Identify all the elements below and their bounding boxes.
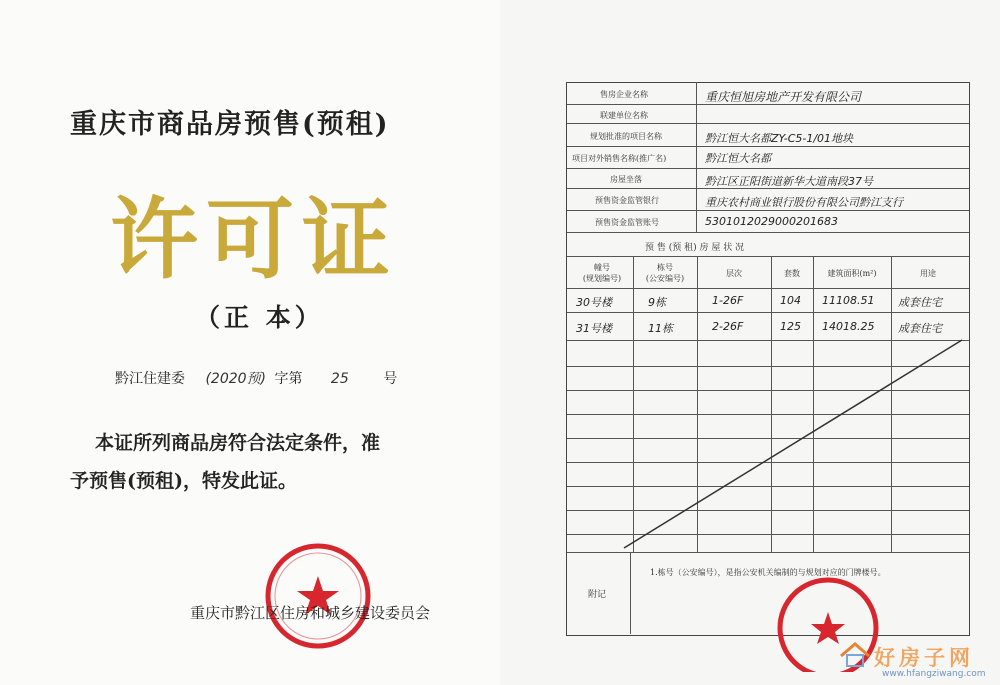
void-diagonal-line [500, 0, 1000, 685]
row-value-project: 黔江恒大名都ZY-C5-1/01地块 [705, 132, 854, 145]
certificate-number-line [115, 368, 397, 388]
row-label-bank: 预售资金监管银行 [595, 196, 659, 205]
note-text: 1.栋号（公安编号），是指公安机关编制的与规划对应的门牌楼号。 [650, 568, 886, 577]
certificate-body-line-2: 予预售(预租)，特发此证。 [70, 470, 297, 492]
certificate-body-line-1: 本证所列商品房符合法定条件，准 [95, 432, 381, 454]
section-title: 预 售 (预 租) 房 屋 状 况 [645, 243, 745, 253]
row-label-sales-name: 项目对外销售名称(推广名) [572, 154, 667, 163]
data-row2-building: 31号楼 [576, 322, 612, 335]
data-row2-floors: 2-26F [712, 320, 744, 333]
row-value-location: 黔江区正阳街道新华大道南段37号 [705, 175, 873, 188]
watermark-text: 好房子网 [874, 645, 974, 670]
data-row1-building: 30号楼 [576, 296, 612, 309]
col-header-floors: 层次 [726, 269, 742, 278]
house-logo-icon [838, 640, 872, 670]
number-suffix: 号 [383, 371, 398, 387]
issuing-authority: 重庆市黔江区住房和城乡建设委员会 [190, 604, 431, 622]
data-row1-floors: 1-26F [712, 294, 744, 307]
watermark-url: www.hfangziwang.com [882, 669, 986, 679]
row-label-co-builder: 联建单位名称 [600, 111, 648, 120]
data-row2-area: 14018.25 [822, 320, 875, 333]
col-header-area: 建筑面积(m²) [827, 269, 877, 278]
data-row2-use: 成套住宅 [898, 322, 942, 335]
row-value-bank: 重庆农村商业银行股份有限公司黔江支行 [705, 196, 903, 209]
row-label-account: 预售资金监管账号 [595, 218, 659, 227]
certificate-detail-page [500, 0, 1000, 685]
data-row1-use: 成套住宅 [898, 296, 942, 309]
col-header-police-no: 栋号 (公安编号) [645, 263, 685, 283]
official-seal-left [262, 540, 374, 652]
certificate-title: 重庆市商品房预售(预租) [70, 109, 390, 140]
data-row1-area: 11108.51 [822, 294, 875, 307]
row-label-seller: 售房企业名称 [600, 90, 648, 99]
certificate-big-title: 许可证 [110, 187, 399, 291]
row-value-account: 5301012029000201683 [705, 215, 838, 228]
data-row2-units: 125 [780, 320, 801, 333]
number-value: 25 [330, 371, 349, 387]
col-header-building: 幢号 (规划编号) [582, 263, 622, 283]
number-mid: 字第 [274, 371, 303, 387]
number-prefix: 黔江住建委 [115, 371, 185, 387]
row-value-seller: 重庆恒旭房地产开发有限公司 [705, 90, 862, 104]
col-header-units: 套数 [784, 269, 800, 278]
copy-type-label: （正 本） [195, 303, 324, 332]
row-label-location: 房屋坐落 [610, 175, 642, 184]
data-row1-units: 104 [780, 294, 801, 307]
data-row2-police-no: 11栋 [648, 322, 673, 335]
number-year: (2020预) [205, 371, 267, 387]
note-label: 附记 [588, 590, 607, 600]
col-header-use: 用途 [920, 269, 936, 278]
data-row1-police-no: 9栋 [648, 296, 666, 309]
row-label-project: 规划批准的项目名称 [590, 132, 662, 141]
row-value-sales-name: 黔江恒大名都 [705, 152, 771, 165]
